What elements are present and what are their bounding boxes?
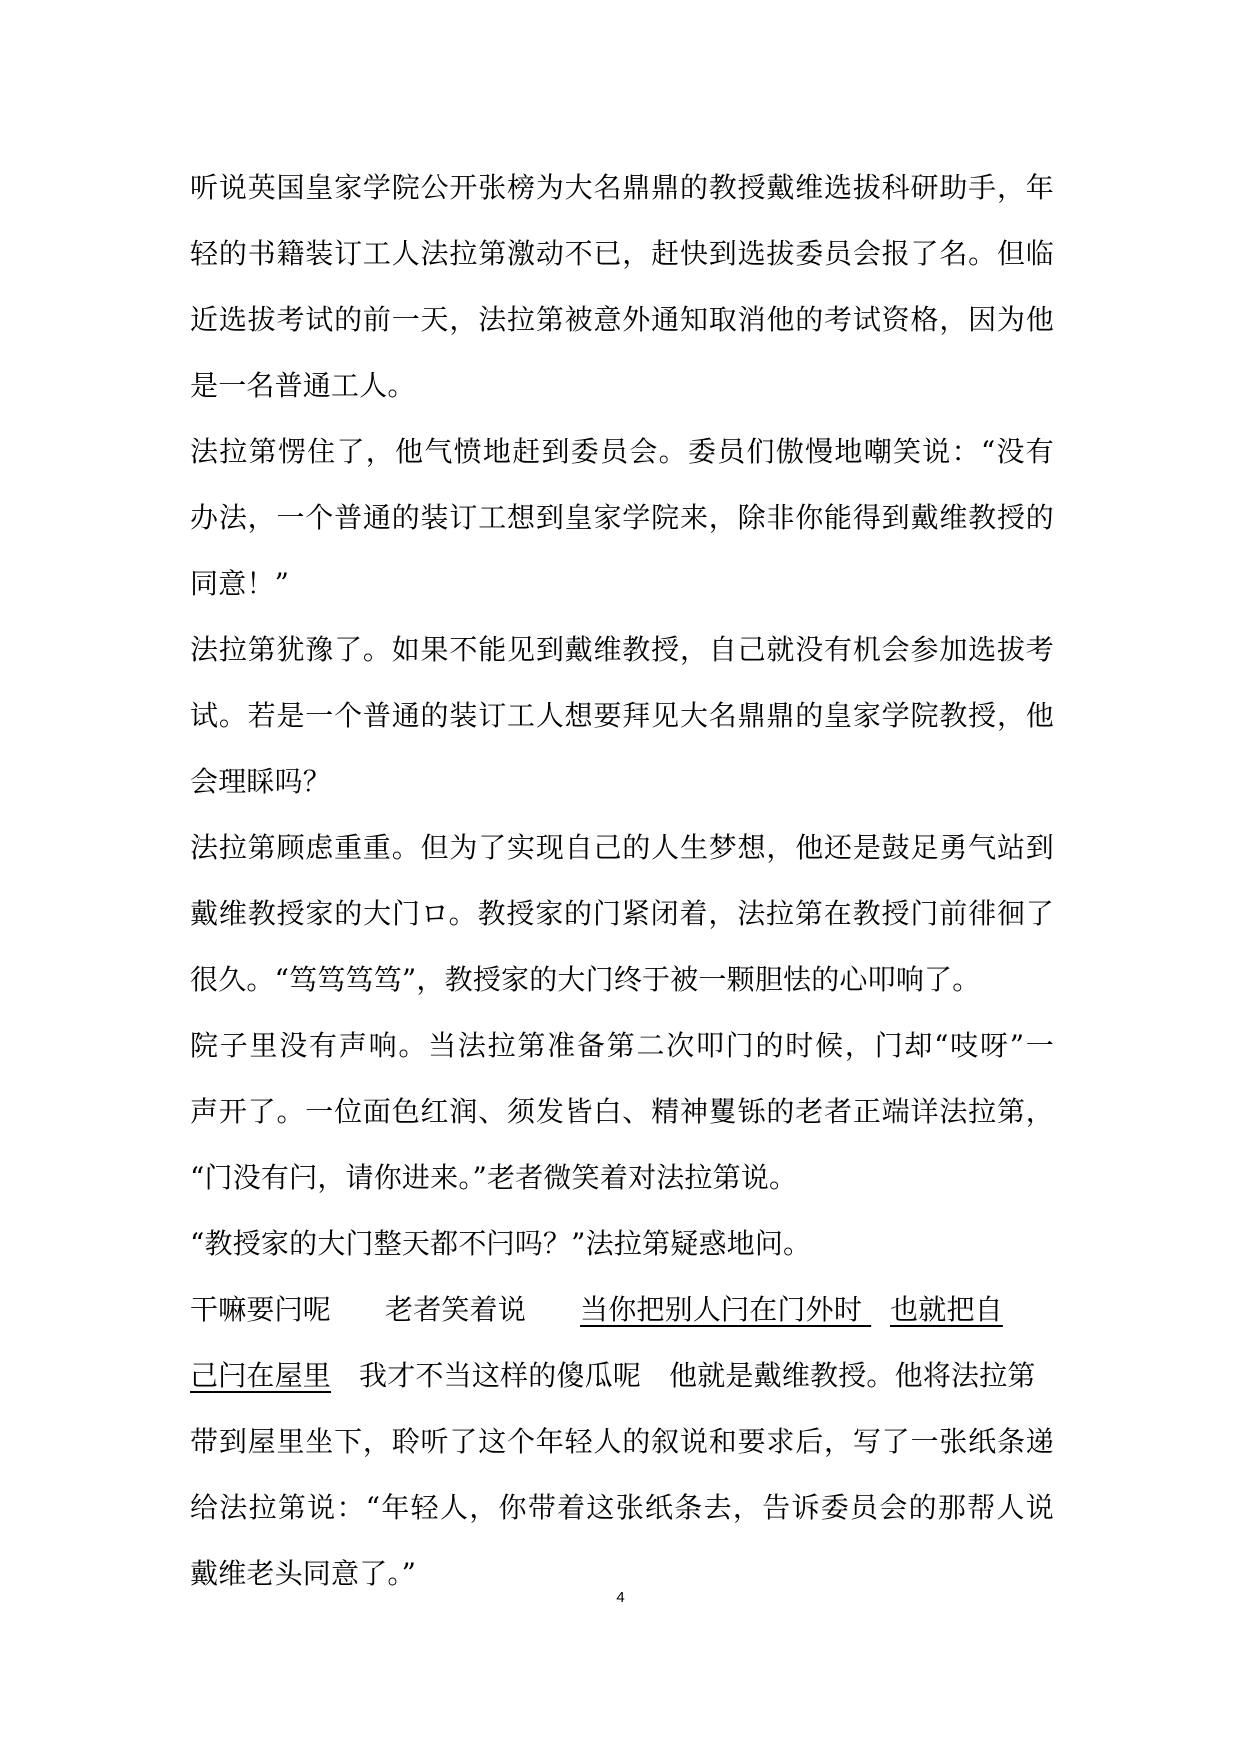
text-line: “门没有闩，请你进来。”老者微笑着对法拉第说。 — [190, 1161, 798, 1194]
text-line-with-blanks — [190, 1277, 1054, 1343]
page-number: 4 — [616, 1589, 625, 1606]
text-segment: 老者笑着说 — [385, 1293, 527, 1326]
text-line: 很久。“笃笃笃笃”，教授家的大门终于被一颗胆怯的心叩响了。 — [190, 963, 981, 996]
text-line: 近选拔考试的前一天，法拉第被意外通知取消他的考试资格，因为他 — [190, 303, 1054, 336]
text-line: 轻的书籍装订工人法拉第激动不已，赶快到选拔委员会报了名。但临 — [190, 237, 1054, 270]
text-segment: 我才不当这样的傻瓜呢 — [359, 1359, 642, 1392]
text-segment: 他就是戴维教授。他将法拉第 — [669, 1359, 1036, 1392]
text-line: 是一名普通工人。 — [190, 369, 416, 402]
text-line: 同意！” — [190, 567, 290, 600]
text-line: 法拉第顾虑重重。但为了实现自己的人生梦想，他还是鼓足勇气站到 — [190, 831, 1054, 864]
text-line: 给法拉第说：“年轻人，你带着这张纸条去，告诉委员会的那帮人说 — [190, 1491, 1054, 1524]
text-line: 戴维教授家的大门ロ。教授家的门紧闭着，法拉第在教授门前徘徊了 — [190, 897, 1054, 930]
text-line: 戴维老头同意了。” — [190, 1557, 417, 1590]
text-segment: 干嘛要闩呢 — [190, 1293, 332, 1326]
text-line: “教授家的大门整天都不闩吗？”法拉第疑惑地问。 — [190, 1227, 812, 1260]
text-line: 法拉第愣住了，他气愤地赶到委员会。委员们傲慢地嘲笑说：“没有 — [190, 435, 1054, 468]
text-line: 院子里没有声响。当法拉第准备第二次叩门的时候，门却“吱呀”一 — [190, 1029, 1054, 1062]
text-line: 带到屋里坐下，聆听了这个年轻人的叙说和要求后，写了一张纸条递 — [190, 1425, 1054, 1458]
underlined-text-segment: 己闩在屋里 — [190, 1359, 332, 1392]
underlined-blank-gap — [862, 1277, 890, 1343]
text-line-with-blanks — [190, 1343, 1054, 1409]
underlined-text-segment: 当你把别人闩在门外时 — [580, 1293, 863, 1326]
text-line: 法拉第犹豫了。如果不能见到戴维教授，自己就没有机会参加选拔考 — [190, 633, 1054, 666]
text-line: 办法，一个普通的装订工想到皇家学院来，除非你能得到戴维教授的 — [190, 501, 1054, 534]
text-line: 试。若是一个普通的装订工人想要拜见大名鼎鼎的皇家学院教授，他 — [190, 699, 1054, 732]
text-line: 会理睬吗？ — [190, 765, 332, 798]
underlined-text-segment: 也就把自 — [890, 1293, 1003, 1326]
text-line: 听说英国皇家学院公开张榜为大名鼎鼎的教授戴维选拔科研助手，年 — [190, 171, 1054, 204]
text-line: 声开了。一位面色红润、须发皆白、精神矍铄的老者正端详法拉第， — [190, 1095, 1054, 1128]
